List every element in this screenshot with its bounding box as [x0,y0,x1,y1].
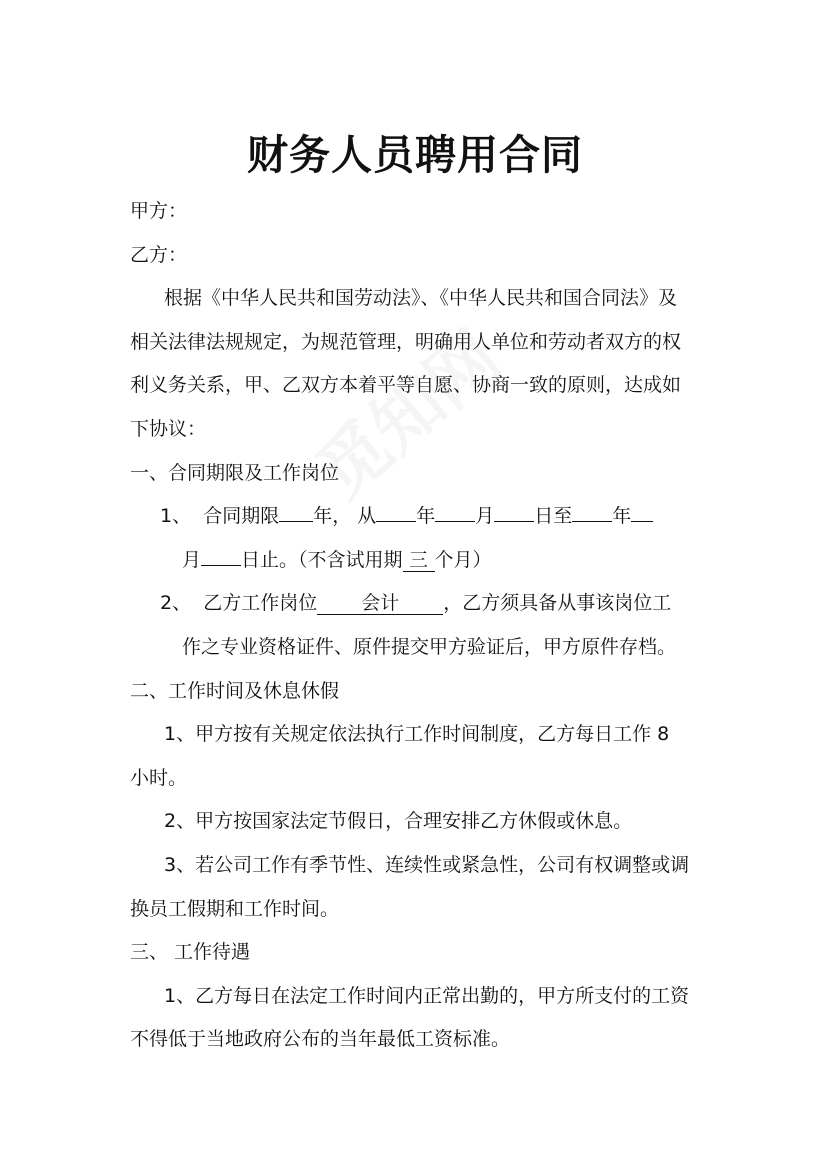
blank-field[interactable] [376,521,416,522]
clause-1-2-cont: 作之专业资格证件、原件提交甲方验证后，甲方原件存档。 [182,635,677,658]
clause-1-1 [130,495,710,539]
document-body [130,190,710,1062]
text: 年， 从 [313,505,377,528]
blank-field[interactable] [201,565,241,566]
blank-field[interactable] [435,521,475,522]
text: 乙方工作岗位 [203,592,318,615]
blank-field[interactable] [572,521,612,522]
clause-2-3-cont: 换员工假期和工作时间。 [130,897,340,920]
text: 年 [612,505,632,528]
blank-field[interactable] [494,521,534,522]
clause-2-3: 3、若公司工作有季节性、连续性或紧急性，公司有权调整或调 [164,853,690,876]
party-b-label: 乙方： [130,243,188,266]
clause-1-2 [130,582,710,626]
clause-2-2: 2、甲方按国家法定节假日，合理安排乙方休假或休息。 [164,810,633,833]
clause-3-1-cont: 不得低于当地政府公布的当年最低工资标准。 [130,1028,511,1051]
clause-number: 2、 [160,592,192,615]
text: 日至 [534,505,573,528]
section-1-heading: 一、合同期限及工作岗位 [130,461,340,484]
blank-field[interactable] [631,521,653,522]
text: 月 [182,548,202,571]
clause-2-1: 1、甲方按有关规定依法执行工作时间制度，乙方每日工作 8 [164,723,670,746]
clause-number: 1、 [160,505,192,528]
text: 月 [475,505,495,528]
clause-1-1-cont [130,539,710,583]
position-field[interactable]: 会计 [317,592,443,615]
probation-field[interactable]: 三 [403,549,435,572]
text: 日止。（不含试用期 [241,548,403,571]
text: ，乙方须具备从事该岗位工 [443,592,672,615]
text: 年 [416,505,436,528]
section-3-heading: 三、 工作待遇 [130,941,251,964]
document-title: 财务人员聘用合同 [247,131,583,179]
party-a-label: 甲方： [130,200,188,222]
preamble-line: 下协议： [130,417,207,440]
clause-3-1: 1、乙方每日在法定工作时间内正常出勤的，甲方所支付的工资 [164,984,690,1007]
text: 个月） [434,548,492,571]
preamble-line: 利义务关系，甲、乙双方本着平等自愿、协商一致的原则，达成如 [130,374,682,397]
text: 合同期限 [203,505,280,528]
clause-2-1-cont: 小时。 [130,766,188,789]
preamble-line: 根据《中华人民共和国劳动法》、《中华人民共和国合同法》及 [164,287,678,310]
blank-field[interactable] [279,521,313,522]
section-2-heading: 二、工作时间及休息休假 [130,679,340,702]
preamble-line: 相关法律法规规定，为规范管理，明确用人单位和劳动者双方的权 [130,330,682,353]
